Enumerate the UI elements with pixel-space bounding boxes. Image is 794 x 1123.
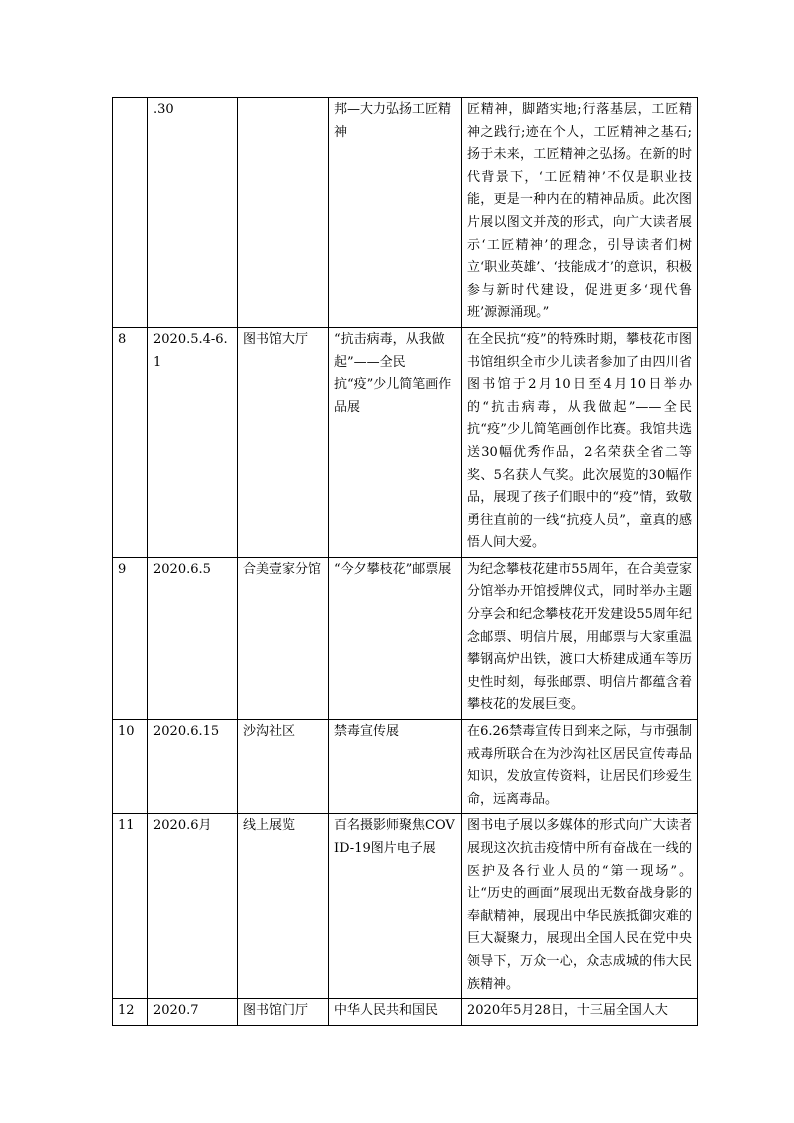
table-row <box>113 720 698 814</box>
row-date: 2020.7 <box>148 999 238 1026</box>
row-venue: 图书馆大厅 <box>238 327 329 557</box>
row-title: 中华人民共和国民 <box>329 999 462 1026</box>
table-row <box>113 814 698 999</box>
row-title: 百名摄影师聚焦COVID-19图片电子展 <box>329 814 462 999</box>
row-date: 2020.6.5 <box>148 557 238 719</box>
row-description: 图书电子展以多媒体的形式向广大读者展现这次抗击疫情中所有奋战在一线的医护及各行业人员的“第一现场”。让“历史的画面”展现出无数奋战身影的奉献精神，展现出中华民族抵御灾难的巨大凝聚力，展现出全国人民在党中央领导下，万众一心，众志成城的伟大民族精神。 <box>462 814 698 999</box>
table-row <box>113 557 698 719</box>
row-description: 2020年5月28日，十三届全国人大 <box>462 999 698 1026</box>
row-venue <box>238 98 329 328</box>
row-venue: 沙沟社区 <box>238 720 329 814</box>
row-venue: 图书馆门厅 <box>238 999 329 1026</box>
row-venue: 线上展览 <box>238 814 329 999</box>
table-row <box>113 999 698 1026</box>
row-number <box>113 98 148 328</box>
row-title: “今夕攀枝花”邮票展 <box>329 557 462 719</box>
row-venue: 合美壹家分馆 <box>238 557 329 719</box>
table-row <box>113 98 698 328</box>
row-number: 10 <box>113 720 148 814</box>
row-description: 为纪念攀枝花建市55周年，在合美壹家分馆举办开馆授牌仪式，同时举办主题分享会和纪念攀枝花开发建设55周年纪念邮票、明信片展，用邮票与大家重温攀钢高炉出铁，渡口大桥建成通车等历史性时刻，每张邮票、明信片都蕴含着攀枝花的发展巨变。 <box>462 557 698 719</box>
row-description: 在6.26禁毒宣传日到来之际，与市强制戒毒所联合在为沙沟社区居民宣传毒品知识，发放宣传资料，让居民们珍爱生命，远离毒品。 <box>462 720 698 814</box>
row-date: .30 <box>148 98 238 328</box>
row-number: 12 <box>113 999 148 1026</box>
row-title: “抗击病毒，从我做起”——全民抗“疫”少儿简笔画作品展 <box>329 327 462 557</box>
row-title: 邦—大力弘扬工匠精神 <box>329 98 462 328</box>
row-number: 9 <box>113 557 148 719</box>
row-description: 在全民抗“疫”的特殊时期，攀枝花市图书馆组织全市少儿读者参加了由四川省图书馆于2月10日至4月10日举办的“抗击病毒，从我做起”——全民抗“疫”少儿简笔画创作比赛。我馆共选送30幅优秀作品，2名荣获全省二等奖、5名获人气奖。此次展览的30幅作品，展现了孩子们眼中的“疫”情，致敬勇往直前的一线“抗疫人员”，童真的感悟人间大爱。 <box>462 327 698 557</box>
table-row <box>113 327 698 557</box>
row-number: 8 <box>113 327 148 557</box>
row-date: 2020.5.4-6.1 <box>148 327 238 557</box>
exhibition-table <box>112 97 698 1026</box>
row-description: 匠精神，脚踏实地;行落基层，工匠精神之践行;迹在个人，工匠精神之基石;扬于未来，工匠精神之弘扬。在新的时代背景下，‘工匠精神’不仅是职业技能，更是一种内在的精神品质。此次图片展以图文并茂的形式，向广大读者展示‘工匠精神’的理念，引导读者们树立‘职业英雄’、‘技能成才’的意识，积极参与新时代建设，促进更多‘现代鲁班’源源涌现。” <box>462 98 698 328</box>
row-title: 禁毒宣传展 <box>329 720 462 814</box>
row-number: 11 <box>113 814 148 999</box>
row-date: 2020.6月 <box>148 814 238 999</box>
row-date: 2020.6.15 <box>148 720 238 814</box>
